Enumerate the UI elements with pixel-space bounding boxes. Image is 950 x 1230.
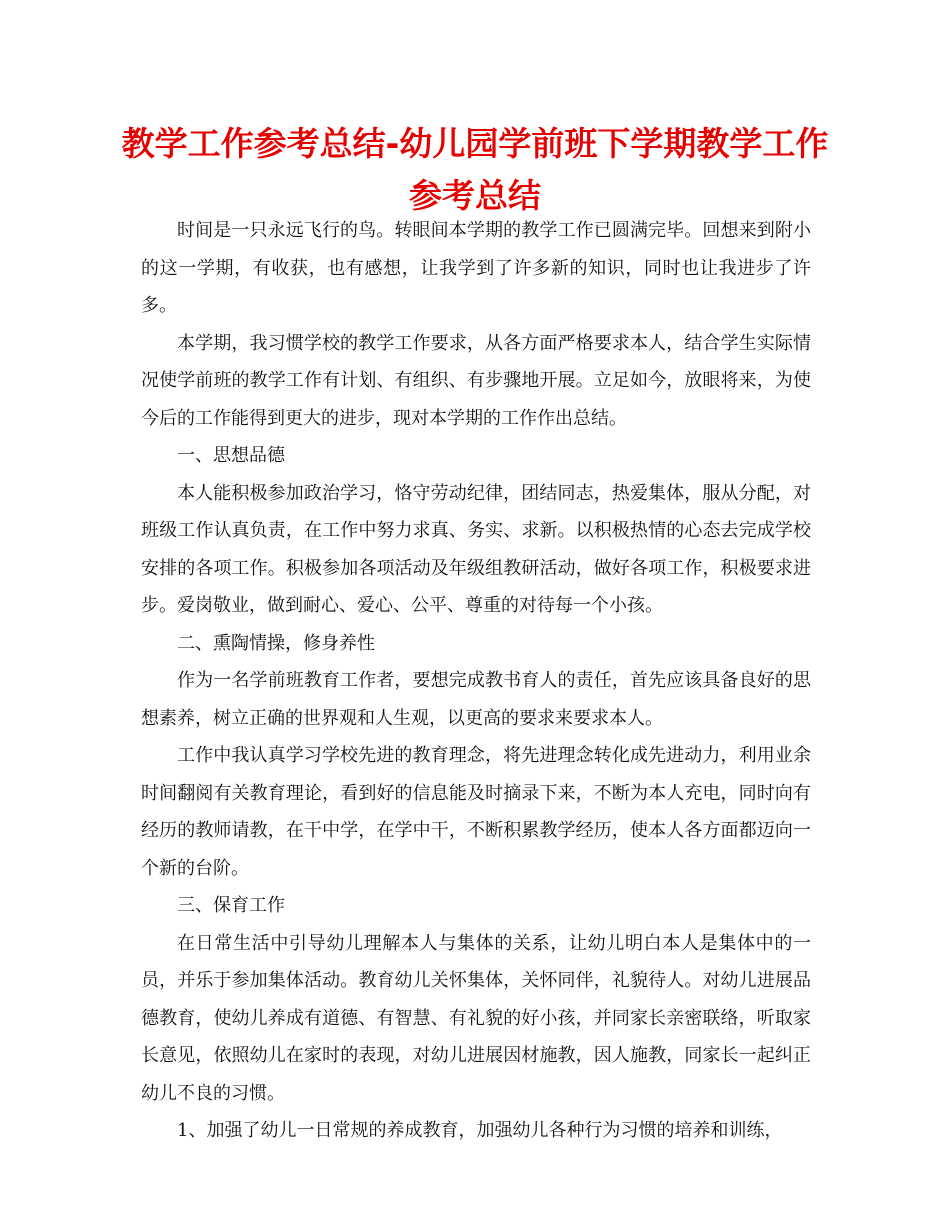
section-heading-care: 三、保育工作 — [177, 895, 285, 916]
section-heading-ideology: 一、思想品德 — [177, 445, 285, 466]
paragraph-semester: 本学期，我习惯学校的教学工作要求，从各方面严格要求本人，结合学生实际情况使学前班的教学工作有计划、有组织、有步骤地开展。立足如今，放眼将来，为使今后的工作能得到更大的进步，现对本学期的工作作出总结。 — [141, 332, 811, 429]
document-title: 教学工作参考总结-幼儿园学前班下学期教学工作参考总结 — [121, 124, 829, 215]
paragraph-intro: 时间是一只永远飞行的鸟。转眼间本学期的教学工作已圆满完毕。回想来到附小的这一学期，有收获，也有感想，让我学到了许多新的知识，同时也让我进步了许多。 — [141, 220, 811, 316]
paragraph-cultivation-1: 作为一名学前班教育工作者，要想完成教书育人的责任，首先应该具备良好的思想素养，树立正确的世界观和人生观，以更高的要求来要求本人。 — [141, 670, 811, 729]
section-heading-cultivation: 二、熏陶情操，修身养性 — [177, 632, 375, 654]
paragraph-cultivation-2: 工作中我认真学习学校先进的教育理念，将先进理念转化成先进动力，利用业余时间翻阅有关教育理论，看到好的信息能及时摘录下来，不断为本人充电，同时向有经历的教师请教，在干中学，在学中干，不断积累教学经历，使本人各方面都迈向一个新的台阶。 — [141, 745, 811, 879]
paragraph-care-item-1: 1、加强了幼儿一日常规的养成教育，加强幼儿各种行为习惯的培养和训练， — [177, 1120, 783, 1141]
document-body — [141, 212, 811, 1150]
paragraph-ideology: 本人能积极参加政治学习，恪守劳动纪律，团结同志，热爱集体，服从分配，对班级工作认真负责，在工作中努力求真、务实、求新。以积极热情的心态去完成学校安排的各项工作。积极参加各项活动及年级组教研活动，做好各项工作，积极要求进步。爱岗敬业，做到耐心、爱心、公平、尊重的对待每一个小孩。 — [141, 482, 811, 616]
paragraph-care: 在日常生活中引导幼儿理解本人与集体的关系，让幼儿明白本人是集体中的一员，并乐于参加集体活动。教育幼儿关怀集体，关怀同伴，礼貌待人。对幼儿进展品德教育，使幼儿养成有道德、有智慧、有礼貌的好小孩，并同家长亲密联络，听取家长意见，依照幼儿在家时的表现，对幼儿进展因材施教，因人施教，同家长一起纠正幼儿不良的习惯。 — [141, 932, 811, 1104]
